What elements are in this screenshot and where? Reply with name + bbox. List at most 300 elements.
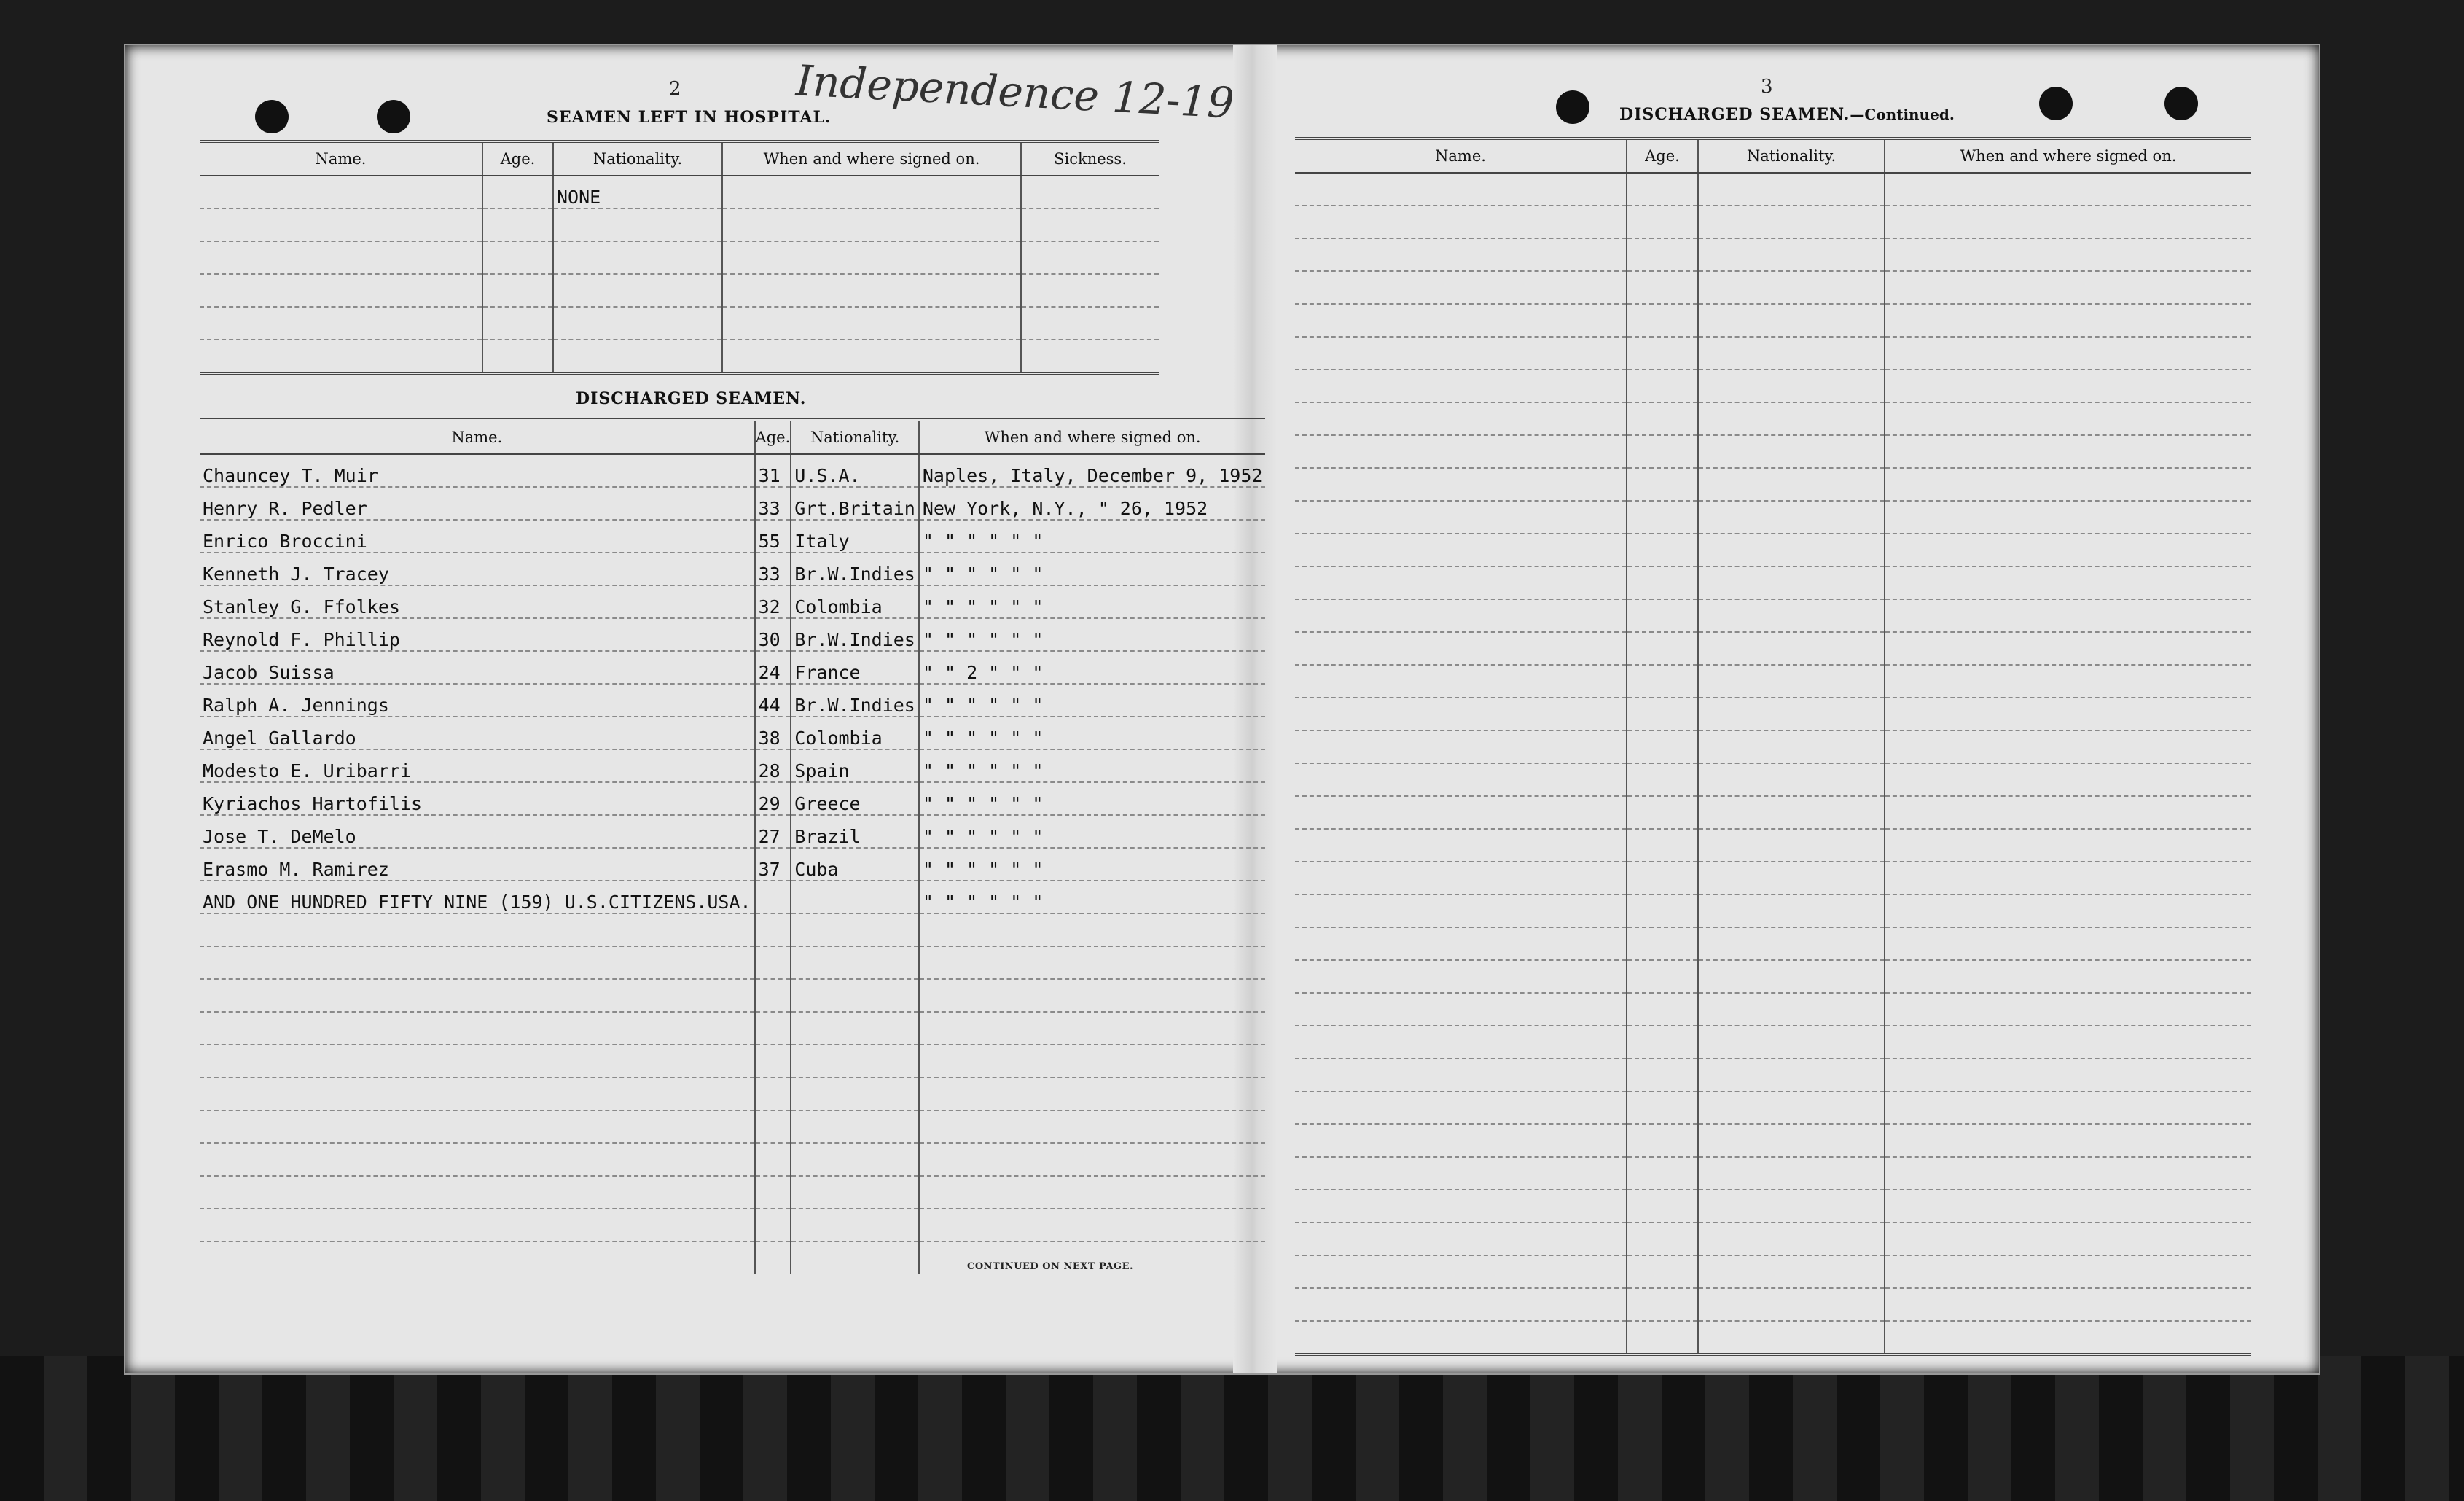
table-cell [1885,730,2251,763]
punch-hole [255,100,289,133]
table-cell [1295,960,1627,993]
col-header-age: Age. [755,420,791,454]
table-cell [1627,698,1698,730]
table-cell [755,1012,791,1045]
table-row [200,1143,1265,1176]
table-row [1295,238,2251,271]
table-cell [553,208,722,241]
table-cell [1698,534,1885,566]
table-row [1295,173,2251,206]
col-header-age: Age. [1627,139,1698,173]
table-cell [1885,238,2251,271]
table-cell [919,1110,1266,1143]
table-cell [1627,435,1698,468]
table-cell [791,1012,919,1045]
table-cell [1698,337,1885,370]
table-cell: Modesto E. Uribarri [200,749,755,782]
table-cell [791,946,919,979]
table-row [200,1176,1265,1209]
table-row [1295,960,2251,993]
table-row [1295,304,2251,337]
table-cell [1295,1157,1627,1190]
table-row [200,618,1265,651]
col-header-nationality: Nationality. [791,420,919,454]
table-cell: " " 2 " " " [919,651,1266,684]
table-cell [1627,501,1698,534]
table-cell [1021,307,1159,340]
table-cell [1698,206,1885,238]
table-row [1295,1255,2251,1288]
table-cell [1295,993,1627,1026]
table-cell [755,881,791,913]
table-cell [1295,501,1627,534]
table-row [1295,730,2251,763]
page-number-left: 2 [669,78,681,100]
table-cell [1885,566,2251,599]
table-cell: " " " " " " [919,881,1266,913]
table-row [200,913,1265,946]
table-cell [1295,206,1627,238]
table-cell [1627,370,1698,402]
table-cell [1295,402,1627,435]
table-cell [791,913,919,946]
table-cell: Naples, Italy, December 9, 1952 [919,454,1266,487]
table-cell [755,1176,791,1209]
table-cell [200,1077,755,1110]
table-cell [1295,1321,1627,1354]
table-cell [1627,829,1698,862]
table-cell [1885,960,2251,993]
table-cell [1021,241,1159,274]
table-row [1295,1091,2251,1124]
table-cell [482,307,553,340]
table-row [1295,566,2251,599]
discharged-section-title: DISCHARGED SEAMEN. [576,389,807,408]
table-cell [1698,1255,1885,1288]
table-cell: New York, N.Y., " 26, 1952 [919,487,1266,520]
table-cell [722,307,1021,340]
table-cell [1295,1190,1627,1223]
table-cell [1885,1026,2251,1059]
table-cell [1698,993,1885,1026]
document-spread [124,44,2320,1375]
table-cell [1885,468,2251,501]
table-cell [200,1176,755,1209]
table-cell [1698,829,1885,862]
table-cell [1698,763,1885,796]
table-cell [1295,1124,1627,1157]
table-row [200,520,1265,553]
table-cell [1885,206,2251,238]
table-cell: U.S.A. [791,454,919,487]
table-cell: Colombia [791,717,919,749]
table-cell [200,307,482,340]
table-cell [1698,1223,1885,1255]
table-cell [1295,173,1627,206]
table-cell [1885,435,2251,468]
table-cell [1698,960,1885,993]
table-cell [1885,402,2251,435]
continued-note: CONTINUED ON NEXT PAGE. [967,1261,1133,1272]
table-cell [1885,632,2251,665]
table-cell [482,208,553,241]
table-cell: Kenneth J. Tracey [200,553,755,585]
col-header-nationality: Nationality. [1698,139,1885,173]
table-cell [200,208,482,241]
table-cell [1698,271,1885,304]
table-cell [200,241,482,274]
table-cell: " " " " " " [919,749,1266,782]
table-cell [1698,1091,1885,1124]
discharged-continued-table [1295,137,2251,1356]
table-cell [1295,370,1627,402]
table-cell [791,1176,919,1209]
table-cell [1698,1059,1885,1091]
table-cell [1627,1157,1698,1190]
table-cell [200,946,755,979]
table-cell [200,1110,755,1143]
table-cell: Erasmo M. Ramirez [200,848,755,881]
table-cell [1627,1190,1698,1223]
table-cell [919,1077,1266,1110]
table-row [200,1045,1265,1077]
table-row [1295,927,2251,960]
table-row [1295,599,2251,632]
table-cell [1295,271,1627,304]
table-cell [1885,599,2251,632]
table-cell [1627,894,1698,927]
table-cell [1885,337,2251,370]
table-cell: " " " " " " [919,520,1266,553]
table-cell [791,1241,919,1275]
table-cell [1627,534,1698,566]
table-row [1295,1157,2251,1190]
table-row [200,848,1265,881]
table-cell [1295,1026,1627,1059]
table-cell [1627,337,1698,370]
table-cell [1698,698,1885,730]
table-cell [1698,402,1885,435]
table-cell [1698,304,1885,337]
table-row [1295,337,2251,370]
table-cell [791,1110,919,1143]
table-cell [722,176,1021,208]
table-cell [200,274,482,307]
table-cell [1295,632,1627,665]
table-row [1295,435,2251,468]
table-cell [553,274,722,307]
table-cell [722,241,1021,274]
col-header-name: Name. [1295,139,1627,173]
table-cell: 55 [755,520,791,553]
table-cell [791,1045,919,1077]
table-row [200,1209,1265,1241]
table-row [200,651,1265,684]
table-cell [1021,274,1159,307]
table-cell [1698,1157,1885,1190]
table-cell: Reynold F. Phillip [200,618,755,651]
table-row [200,340,1159,373]
table-cell [1021,208,1159,241]
table-cell [722,208,1021,241]
table-cell [482,176,553,208]
table-cell [755,979,791,1012]
table-cell [1627,599,1698,632]
table-cell [1885,1255,2251,1288]
table-row [1295,993,2251,1026]
punch-hole [2164,87,2198,120]
col-header-signed-on: When and where signed on. [722,141,1021,176]
table-cell: France [791,651,919,684]
table-cell [1885,829,2251,862]
table-cell [755,1209,791,1241]
table-row [1295,862,2251,894]
table-row [1295,698,2251,730]
table-cell [200,979,755,1012]
table-cell [1021,340,1159,373]
table-cell [791,1077,919,1110]
table-cell [1698,238,1885,271]
table-cell [1295,599,1627,632]
table-cell [755,1110,791,1143]
table-cell [1885,501,2251,534]
table-cell [1627,1124,1698,1157]
table-cell [1295,862,1627,894]
table-cell [1885,894,2251,927]
table-row [200,274,1159,307]
table-cell [1885,862,2251,894]
table-cell [1295,894,1627,927]
table-row [1295,402,2251,435]
table-cell [1295,1288,1627,1321]
table-cell [1627,993,1698,1026]
table-cell [1885,173,2251,206]
table-cell [482,340,553,373]
table-row [1295,1124,2251,1157]
table-cell [1698,370,1885,402]
table-cell [919,1176,1266,1209]
table-cell [1295,337,1627,370]
table-cell [1627,271,1698,304]
col-header-signed-on: When and where signed on. [1885,139,2251,173]
table-cell [1885,1190,2251,1223]
table-cell [919,1045,1266,1077]
table-cell: " " " " " " [919,815,1266,848]
table-row [200,749,1265,782]
table-cell [1295,1059,1627,1091]
table-row [1295,206,2251,238]
table-cell [1698,796,1885,829]
table-cell [1627,468,1698,501]
table-cell [1885,1059,2251,1091]
table-cell: Ralph A. Jennings [200,684,755,717]
table-cell [1698,435,1885,468]
table-cell: Henry R. Pedler [200,487,755,520]
table-row [200,1110,1265,1143]
table-cell [1698,730,1885,763]
table-cell [1885,1288,2251,1321]
table-cell: 33 [755,553,791,585]
table-cell: 29 [755,782,791,815]
table-row [1295,468,2251,501]
table-cell: 32 [755,585,791,618]
table-cell [200,1045,755,1077]
table-cell [1627,796,1698,829]
table-row [200,585,1265,618]
table-cell [200,340,482,373]
table-row [200,946,1265,979]
table-row [200,717,1265,749]
hospital-table [200,140,1159,375]
table-row [1295,1321,2251,1354]
table-cell [1295,829,1627,862]
punch-hole [2039,87,2073,120]
table-row [1295,894,2251,927]
table-row [200,176,1159,208]
table-cell [1627,1059,1698,1091]
table-cell [1627,402,1698,435]
table-cell: Colombia [791,585,919,618]
table-cell [1698,173,1885,206]
table-cell: " " " " " " [919,618,1266,651]
table-row [200,454,1265,487]
table-cell [1885,271,2251,304]
table-cell: 38 [755,717,791,749]
punch-hole [377,100,410,133]
table-cell [1885,763,2251,796]
table-cell [1885,796,2251,829]
table-cell [553,241,722,274]
table-row [1295,1223,2251,1255]
table-row [1295,501,2251,534]
col-header-name: Name. [200,420,755,454]
table-cell [1295,698,1627,730]
table-cell [1627,1321,1698,1354]
table-cell: " " " " " " [919,717,1266,749]
table-row [1295,665,2251,698]
table-cell [1295,1091,1627,1124]
table-cell [1698,566,1885,599]
table-cell [1698,1190,1885,1223]
table-cell [1698,468,1885,501]
table-cell: Br.W.Indies [791,618,919,651]
table-row [200,241,1159,274]
table-cell [1627,763,1698,796]
table-cell: Br.W.Indies [791,553,919,585]
table-cell: Br.W.Indies [791,684,919,717]
table-cell: 27 [755,815,791,848]
table-cell [200,1209,755,1241]
table-cell: 33 [755,487,791,520]
table-cell [200,176,482,208]
table-cell [722,340,1021,373]
table-cell [1885,1321,2251,1354]
table-cell: Kyriachos Hartofilis [200,782,755,815]
table-cell [482,274,553,307]
table-cell: Grt.Britain [791,487,919,520]
table-cell [791,1209,919,1241]
discharged-table [200,418,1265,1276]
table-cell [1627,960,1698,993]
table-cell [1627,1223,1698,1255]
table-cell: Stanley G. Ffolkes [200,585,755,618]
table-cell: Cuba [791,848,919,881]
table-cell: Greece [791,782,919,815]
table-cell [1627,927,1698,960]
table-cell [1885,993,2251,1026]
table-cell [200,1143,755,1176]
table-row [200,307,1159,340]
table-cell: Enrico Broccini [200,520,755,553]
table-cell: 28 [755,749,791,782]
table-cell: Angel Gallardo [200,717,755,749]
discharged-continued-title [1619,105,1955,124]
table-cell [1627,1026,1698,1059]
col-header-nationality: Nationality. [553,141,722,176]
table-row [1295,1190,2251,1223]
table-cell [755,913,791,946]
table-cell [1295,238,1627,271]
table-cell [1885,304,2251,337]
table-cell [553,340,722,373]
table-cell [919,1012,1266,1045]
table-cell [1627,1255,1698,1288]
table-cell [722,274,1021,307]
table-cell: " " " " " " [919,684,1266,717]
hospital-section-title: SEAMEN LEFT IN HOSPITAL. [547,108,832,127]
table-cell [1698,1321,1885,1354]
table-cell [1627,862,1698,894]
table-cell [1295,665,1627,698]
table-cell [1698,1288,1885,1321]
table-cell [1295,534,1627,566]
page-number-right: 3 [1761,76,1773,98]
table-row [1295,370,2251,402]
table-cell [919,1209,1266,1241]
table-cell [1698,632,1885,665]
table-cell [1698,501,1885,534]
handwritten-annotation: Independence 12-19 [794,55,1236,128]
table-cell: Spain [791,749,919,782]
table-cell [1885,1223,2251,1255]
table-cell [1295,304,1627,337]
table-cell: 44 [755,684,791,717]
table-row [200,815,1265,848]
table-cell [1698,665,1885,698]
table-cell [791,881,919,913]
discharged-continued-suffix: —Continued. [1850,106,1955,123]
table-cell [1295,927,1627,960]
table-cell [1627,1091,1698,1124]
table-cell [1885,1124,2251,1157]
table-cell [553,307,722,340]
table-row [200,881,1265,913]
table-row [200,684,1265,717]
col-header-age: Age. [482,141,553,176]
table-cell [919,913,1266,946]
table-cell: 31 [755,454,791,487]
table-cell [1627,632,1698,665]
table-row [200,979,1265,1012]
table-cell [1698,927,1885,960]
table-cell: Brazil [791,815,919,848]
table-cell [919,946,1266,979]
table-row [1295,1288,2251,1321]
table-cell [755,1143,791,1176]
table-cell [1295,1223,1627,1255]
col-header-signed-on: When and where signed on. [919,420,1266,454]
table-cell [791,979,919,1012]
